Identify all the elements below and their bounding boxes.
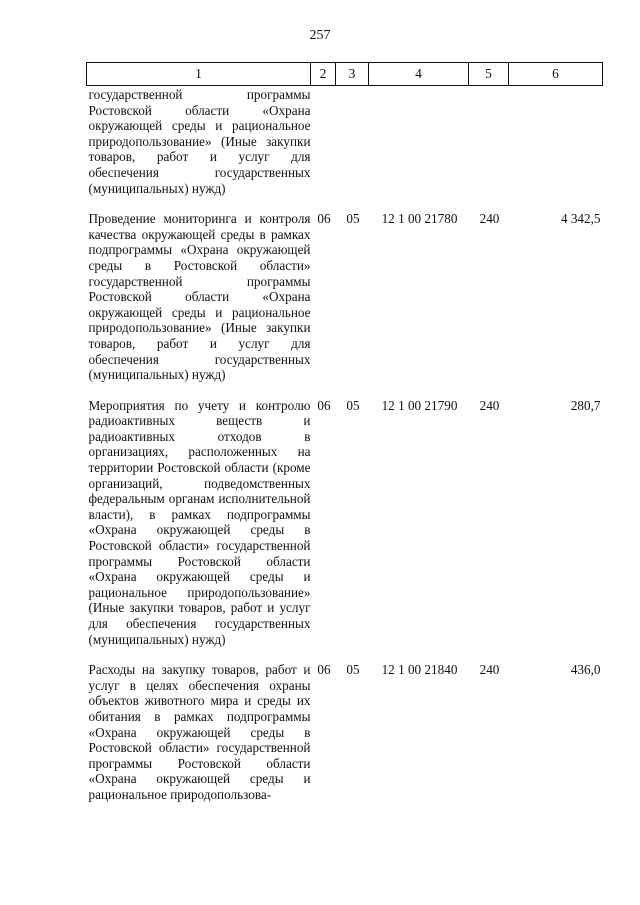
row-section: 06 <box>317 211 331 227</box>
row-description: Расходы на закупку товаров, работ и услуг в целях обеспечения охраны объектов животного мира и среды их обитания в рамках подпрограммы «Охрана окружающей среды в Ростовской области» государственной программы Ростовской области «Охрана окружающей среды и рациональное природопользова- <box>88 662 311 802</box>
header-col-1: 1 <box>87 63 311 86</box>
row-target-code <box>369 86 469 212</box>
row-section: 06 <box>317 397 331 413</box>
row-subsection: 05 <box>346 662 360 678</box>
table-row <box>87 662 603 802</box>
row-target-code: 12 1 00 21840 <box>381 662 458 678</box>
row-expense-type: 240 <box>479 662 500 678</box>
row-expense-type: 240 <box>479 211 500 227</box>
row-amount: 436,0 <box>570 662 601 678</box>
row-section: 06 <box>317 662 331 678</box>
row-description: государственной программы Ростовской области «Охрана окружающей среды и рациональное природопользование» (Иные закупки товаров, работ и услуг для обеспечения государственных (муниципальных) нужд) <box>88 87 311 196</box>
header-col-3: 3 <box>336 63 369 86</box>
row-amount: 4 342,5 <box>560 211 601 227</box>
header-col-4: 4 <box>369 63 469 86</box>
table-header <box>87 63 603 86</box>
row-amount <box>509 86 603 212</box>
row-amount: 280,7 <box>570 397 601 413</box>
row-subsection: 05 <box>346 397 360 413</box>
row-expense-type <box>469 86 509 212</box>
row-description: Проведение мониторинга и контроля качества окружающей среды в рамках подпрограммы «Охрана окружающей среды в Ростовской области» государственной программы Ростовской области «Охрана окружающей среды и рациональное природопользование» (Иные закупки товаров, работ и услуг для обеспечения государственных (муниципальных) нужд) <box>88 211 311 383</box>
row-expense-type: 240 <box>479 397 500 413</box>
header-row <box>87 63 603 86</box>
row-subsection: 05 <box>346 211 360 227</box>
table-row <box>87 211 603 398</box>
row-subsection <box>336 86 369 212</box>
table-row <box>87 398 603 663</box>
header-col-5: 5 <box>469 63 509 86</box>
row-section <box>311 86 336 212</box>
row-target-code: 12 1 00 21780 <box>381 211 458 227</box>
table-row <box>87 86 603 212</box>
budget-table <box>86 62 603 803</box>
table-body <box>87 86 603 803</box>
row-description: Мероприятия по учету и контролю радиоактивных веществ и радиоактивных отходов в организациях, расположенных на территории Ростовской области (кроме организаций, подведомственных федеральным органам исполнительной власти), в рамках подпрограммы «Охрана окружающей среды в Ростовской области» государственной программы Ростовской области «Охрана окружающей среды и рациональное природопользование» (Иные закупки товаров, работ и услуг для обеспечения государственных (муниципальных) нужд) <box>88 397 311 647</box>
header-col-2: 2 <box>311 63 336 86</box>
page-number: 257 <box>309 28 331 43</box>
header-col-6: 6 <box>509 63 603 86</box>
row-target-code: 12 1 00 21790 <box>381 397 458 413</box>
